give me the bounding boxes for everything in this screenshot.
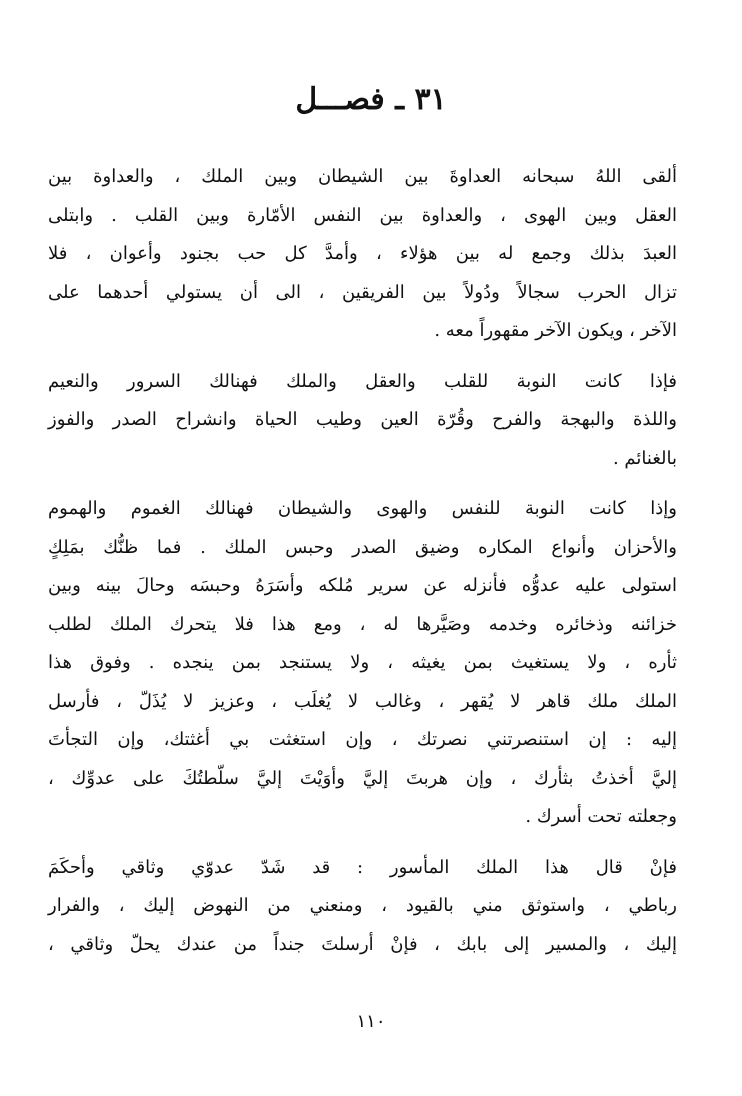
text-line: فإذا كانت النوبة للقلب والعقل والملك فهنالك السرور والنعيم (48, 370, 677, 392)
text-line: الملك ملك قاهر لا يُقهر ، وغالب لا يُغلَب ، وعزيز لا يُذَلّ ، فأرسل (48, 690, 677, 712)
paragraph-4 (48, 849, 693, 965)
text-line: تزال الحرب سجالاً ودُولاً بين الفريقين ، الى أن يستولي أحدهما على (48, 281, 677, 303)
paragraph-2 (48, 363, 693, 479)
text-line: العبدَ بذلك وجمع له بين هؤلاء ، وأمدَّ كل حب بجنود وأعوان ، فلا (48, 243, 677, 264)
text-line: خزائنه وذخائره وخدمه وصَيَّرها له ، ومع هذا فلا يتحرك الملك لطلب (48, 613, 677, 635)
text-line: رباطي ، واستوثق مني بالقيود ، ومنعني من النهوض إليك ، والفرار (48, 895, 677, 916)
page-number: ١١٠ (356, 1011, 386, 1032)
text-line: إليك ، والمسير إلى بابك ، فإنْ أرسلتَ جنداً من عندك يحلّ وثاقي ، (48, 933, 677, 955)
text-line: فإنْ قال هذا الملك المأسور : قد شَدّ عدوّي وثاقي وأحكَمَ (48, 856, 677, 878)
page-body (48, 158, 693, 976)
text-line: الآخر ، ويكون الآخر مقهوراً معه . (434, 320, 677, 341)
text-line: وإذا كانت النوبة للنفس والهوى والشيطان فهنالك الغموم والهموم (48, 498, 677, 519)
paragraph-3 (48, 490, 693, 837)
text-line: بالغنائم . (612, 447, 677, 469)
text-line: والأحزان وأنواع المكاره وضيق الصدر وحبس الملك . فما ظنُّك بمَلِكٍ (48, 536, 677, 558)
text-line: ألقى اللهُ سبحانه العداوةَ بين الشيطان وبين الملك ، والعداوة بين (48, 166, 677, 187)
text-line: إليه : إن استنصرتني نصرتك ، وإن استغثت بي أغثتك، وإن التجأتَ (48, 729, 677, 750)
text-line: واللذة والبهجة والفرح وقُرّة العين وطيب الحياة وانشراح الصدر والفوز (48, 409, 677, 430)
text-line: ثأره ، ولا يستغيث بمن يغيثه ، ولا يستنجد بمن ينجده . وفوق هذا (48, 652, 677, 673)
text-line: إليَّ أخذتُ بثأرك ، وإن هربتَ إليَّ وأوَيْتَ إليَّ سلّطتُكَ على عدوِّك ، (48, 767, 677, 789)
chapter-title: ٣١ ـ فصـــل (295, 82, 447, 117)
text-line: استولى عليه عدوُّه فأنزله عن سرير مُلكه وأسَرَهُ وحبسَه وحالَ بينه وبين (48, 575, 677, 596)
paragraph-1 (48, 158, 693, 351)
text-line: وجعلته تحت أسرك . (525, 806, 677, 827)
text-line: العقل وبين الهوى ، والعداوة بين النفس الأمّارة وبين القلب . وابتلى (48, 204, 677, 226)
